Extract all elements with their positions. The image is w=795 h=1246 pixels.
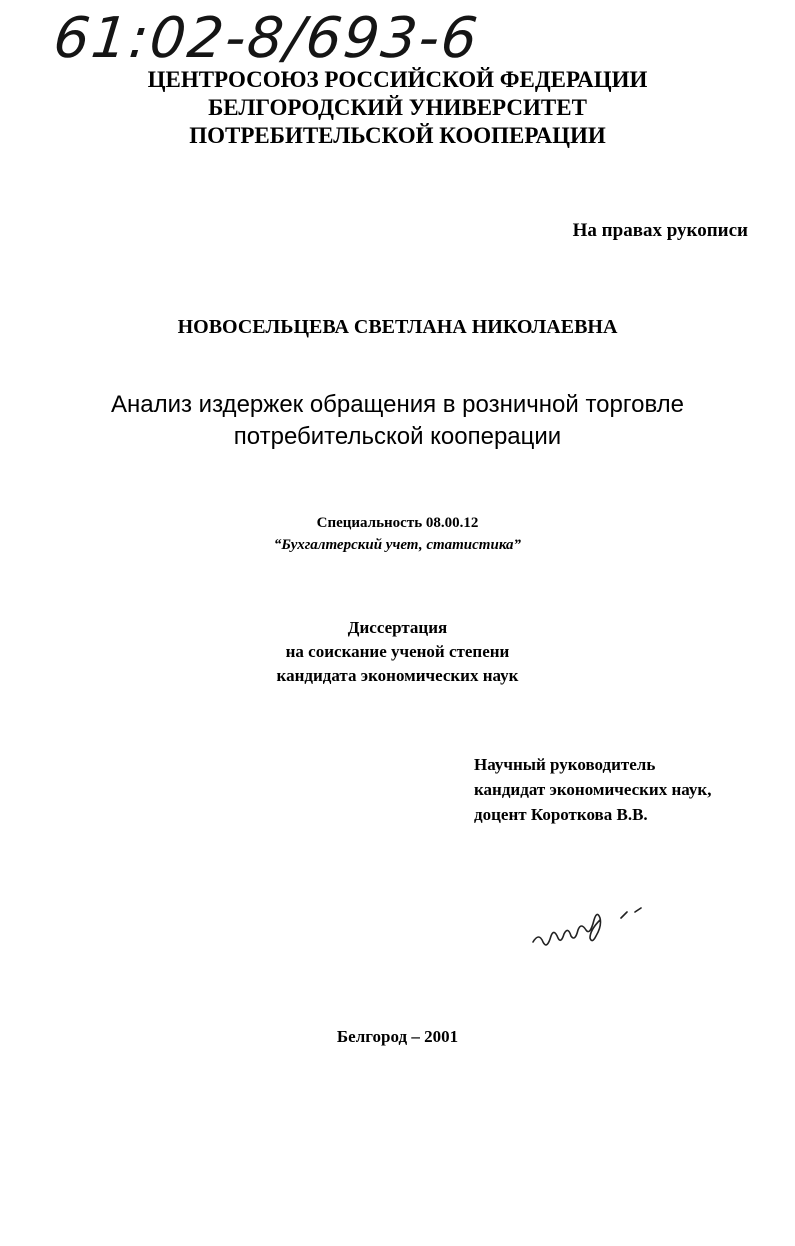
degree-line-2: на соискание ученой степени [285,642,510,661]
header-line-2: БЕЛГОРОДСКИЙ УНИВЕРСИТЕТ [208,95,587,120]
specialty-block [0,512,795,556]
institution-header [0,66,795,150]
specialty-code: Специальность 08.00.12 [316,515,479,531]
degree-block [0,616,795,688]
degree-line-1: Диссертация [347,618,448,637]
title-line-2: потребительской кооперации [233,423,562,450]
header-line-1: ЦЕНТРОСОЮЗ РОССИЙСКОЙ ФЕДЕРАЦИИ [147,67,648,92]
header-line-3: ПОТРЕБИТЕЛЬСКОЙ КООПЕРАЦИИ [189,123,606,148]
specialty-name: “Бухгалтерский учет, статистика” [273,537,522,553]
degree-line-3: кандидата экономических наук [276,666,519,685]
supervisor-line-1: Научный руководитель [474,755,656,774]
title-line-1: Анализ издержек обращения в розничной торговле [110,391,684,418]
handwritten-archive-number: 61:02-8/693-6 [50,6,483,71]
author-name: НОВОСЕЛЬЦЕВА СВЕТЛАНА НИКОЛАЕВНА [177,316,618,338]
signature-icon [525,900,655,960]
supervisor-line-2: кандидат экономических наук, [474,780,712,799]
city-year: Белгород – 2001 [336,1027,459,1046]
supervisor-block [474,752,711,827]
supervisor-line-3: доцент Короткова В.В. [474,805,648,824]
dissertation-title [0,389,795,453]
handwritten-signature [525,900,655,960]
manuscript-note: На правах рукописи [572,220,748,241]
